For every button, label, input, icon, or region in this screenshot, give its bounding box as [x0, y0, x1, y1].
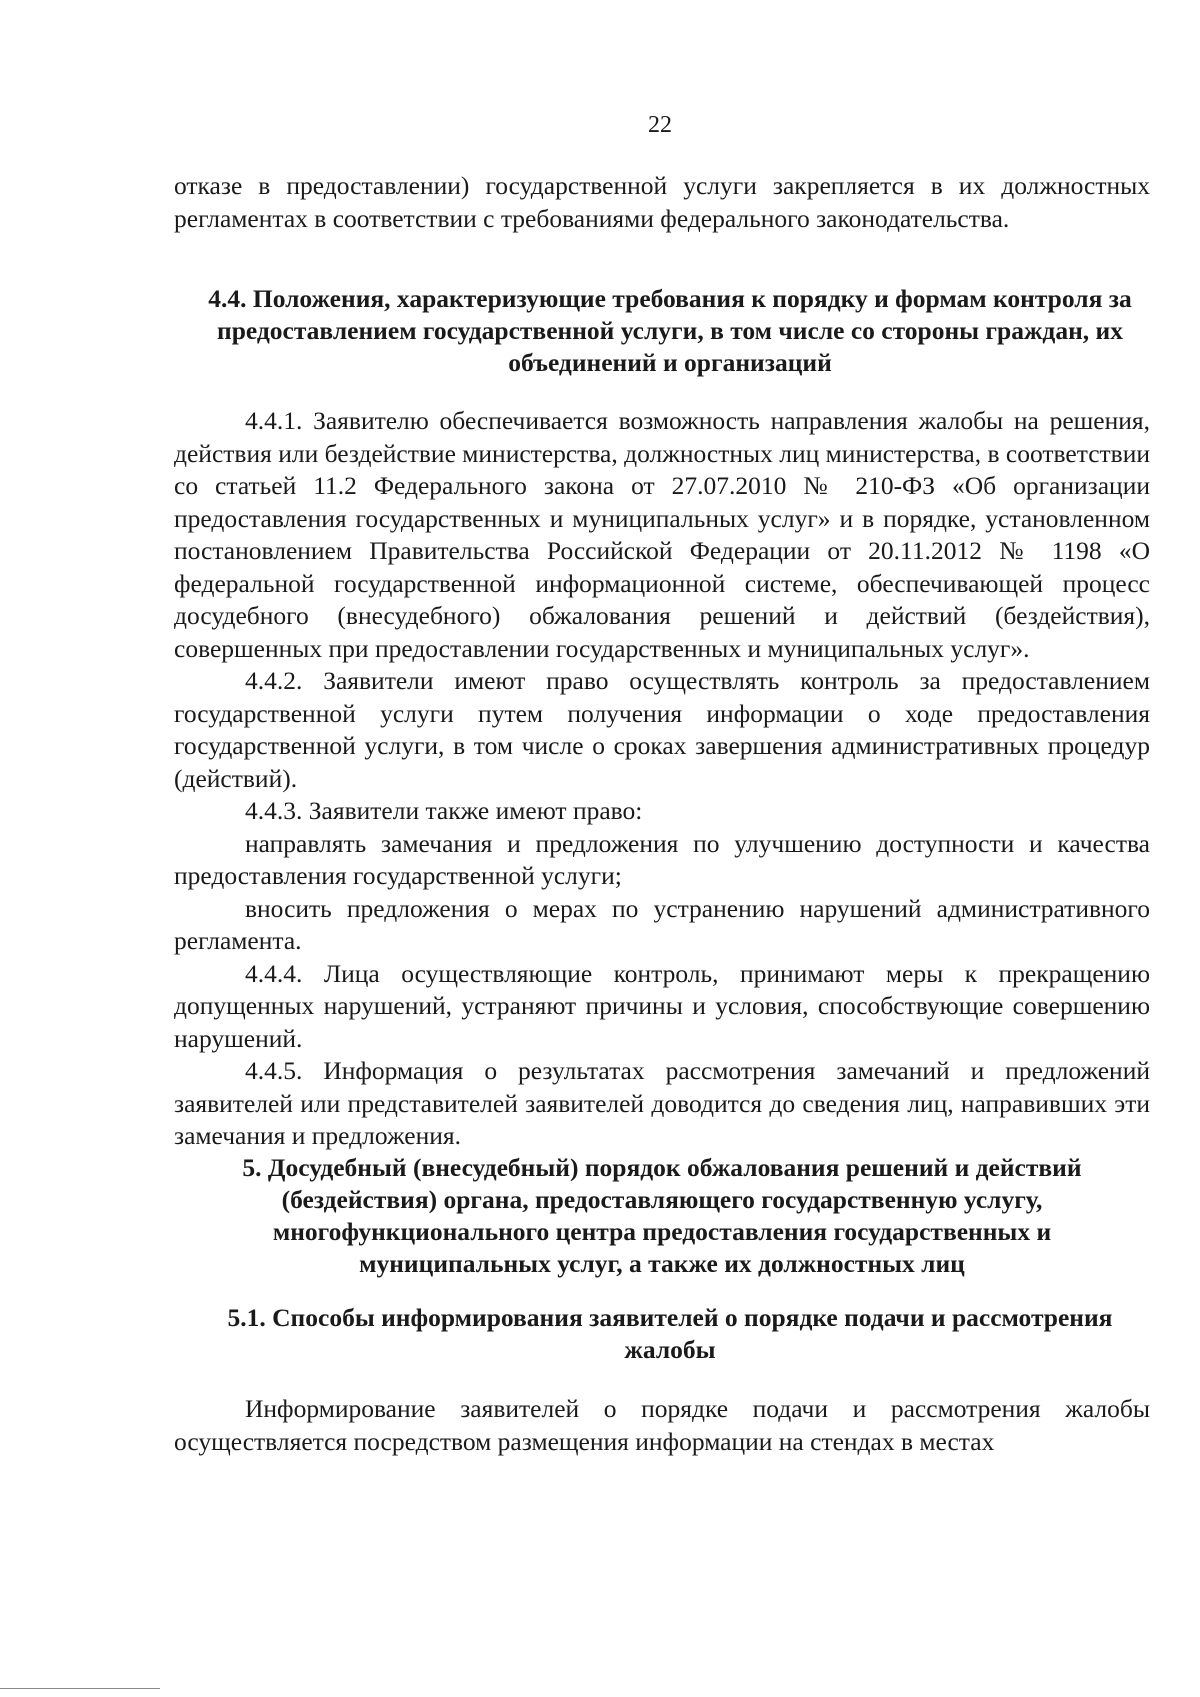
paragraph-4-4-4: 4.4.4. Лица осуществляющие контроль, принимают меры к прекращению допущенных нарушений, устраняют причины и условия, способствующие совершению нарушений.	[174, 958, 1150, 1053]
page-number: 22	[648, 112, 672, 138]
intro-paragraph-block	[174, 170, 1150, 235]
paragraph-5-1: Информирование заявителей о порядке подачи и рассмотрения жалобы осуществляется посредством размещения информации на стендах в местах	[174, 1394, 1150, 1456]
intro-paragraph: отказе в предоставлении) государственной услуги закрепляется в их должностных регламентах в соответствии с требованиями федерального законодательства.	[174, 171, 1150, 233]
paragraph-4-4-2: 4.4.2. Заявители имеют право осуществлять контроль за предоставлением государственной услуги путем получения информации о ходе предоставления государственной услуги, в том числе о сроках завершения административных процедур (действий).	[174, 666, 1150, 793]
paragraph-4-4-3: 4.4.3. Заявители также имеют право:	[245, 796, 643, 825]
paragraph-4-4-3-item-1: направлять замечания и предложения по улучшению доступности и качества предоставления государственной услуги;	[174, 828, 1150, 890]
paragraph-4-4-3-item-2: вносить предложения о мерах по устранению нарушений административного регламента.	[174, 893, 1150, 955]
section-5-heading: 5. Досудебный (внесудебный) порядок обжалования решений и действий (бездействия) органа, предоставляющего государственную услугу, многофункционального центра предоставления государственных и муниципальных услуг, а также их должностных лиц	[242, 1153, 1082, 1278]
section-5-1-heading: 5.1. Способы информирования заявителей о порядке подачи и рассмотрения жалобы	[227, 1303, 1113, 1364]
footer-rule	[0, 1688, 160, 1689]
section-4-4-body	[174, 405, 1150, 1153]
paragraph-4-4-1: 4.4.1. Заявителю обеспечивается возможность направления жалобы на решения, действия или бездействие министерства, должностных лиц министерства, в соответствии со статьей 11.2 Федерального закона от 27.07.2010 № 210-ФЗ «Об организации предоставления государственных и муниципальных услуг» и в порядке, установленном постановлением Правительства Российской Федерации от 20.11.2012 № 1198 «О федеральной государственной информационной системе, обеспечивающей процесс досудебного (внесудебного) обжалования решений и действий (бездействия), совершенных при предоставлении государственных и муниципальных услуг».	[174, 406, 1150, 663]
section-4-4-heading: 4.4. Положения, характеризующие требования к порядку и формам контроля за предоставлением государственной услуги, в том числе со стороны граждан, их объединений и организаций	[208, 284, 1132, 377]
section-5-1-body	[174, 1393, 1150, 1458]
paragraph-4-4-5: 4.4.5. Информация о результатах рассмотрения замечаний и предложений заявителей или представителей заявителей доводится до сведения лиц, направивших эти замечания и предложения.	[174, 1056, 1150, 1150]
